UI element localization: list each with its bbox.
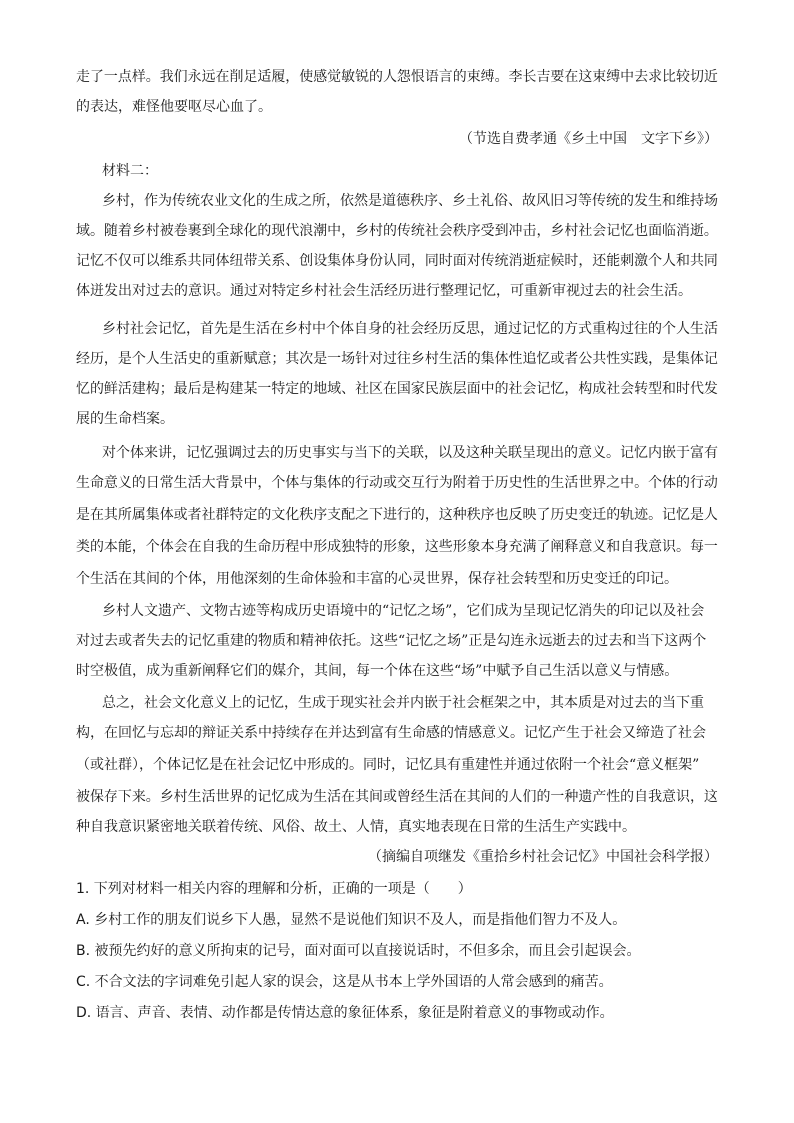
paragraph-line: 域。随着乡村被卷裹到全球化的现代浪潮中，乡村的传统社会秩序受到冲击，乡村社会记忆也面临消逝。 xyxy=(76,223,718,239)
paragraph-line: 对过去或者失去的记忆重建的物质和精神依托。这些“记忆之场”正是勾连永远逝去的过去和当下这两个 xyxy=(76,633,707,649)
passage-line: 的表达，难怪他要呕尽心血了。 xyxy=(76,99,272,115)
question-stem: 1. 下列对材料一相关内容的理解和分析，正确的一项是（ ） xyxy=(76,881,472,897)
paragraph-line: 被保存下来。乡村生活世界的记忆成为生活在其间或曾经生活在其间的人们的一种遗产性的自我意识，这 xyxy=(76,789,718,805)
paragraph-line: 记忆不仅可以维系共同体纽带关系、创设集体身份认同，同时面对传统消逝症候时，还能刺激个人和共同 xyxy=(76,253,718,269)
paragraph-line: 类的本能，个体会在自我的生命历程中形成独特的形象，这些形象本身充满了阐释意义和自我意识。每一 xyxy=(76,539,718,555)
paragraph-line: 种自我意识紧密地关联着传统、风俗、故土、人情，真实地表现在日常的生活生产实践中。 xyxy=(76,819,636,835)
option-b: B. 被预先约好的意义所拘束的记号，面对面可以直接说话时，不但多余，而且会引起误会。 xyxy=(76,943,641,959)
paragraph-line: （或社群），个体记忆是在社会记忆中形成的。同时，记忆具有重建性并通过依附一个社会“意义框架” xyxy=(76,757,700,773)
option-c: C. 不合文法的字词难免引起人家的误会，这是从书本上学外国语的人常会感到的痛苦。 xyxy=(76,974,613,990)
paragraph-line: 构，在回忆与忘却的辩证关系中持续存在并达到富有生命感的情感意义。记忆产生于社会又缔造了社会 xyxy=(76,725,706,741)
paragraph-line: 是在其所属集体或者社群特定的文化秩序支配之下进行的，这种秩序也反映了历史变迁的轨迹。记忆是人 xyxy=(76,507,718,523)
option-d: D. 语言、声音、表情、动作都是传情达意的象征体系，象征是附着意义的事物或动作。 xyxy=(76,1005,614,1021)
paragraph-line: 对个体来讲，记忆强调过去的历史事实与当下的关联，以及这种关联呈现出的意义。记忆内嵌于富有 xyxy=(102,445,718,461)
paragraph-line: 总之，社会文化意义上的记忆，生成于现实社会并内嵌于社会框架之中，其本质是对过去的当下重 xyxy=(102,695,704,711)
paragraph-line: 乡村人文遗产、文物古迹等构成历史语境中的“记忆之场”，它们成为呈现记忆消失的印记以及社会 xyxy=(102,603,705,619)
paragraph-line: 忆的鲜活建构；最后是构建某一特定的地域、社区在国家民族层面中的社会记忆，构成社会转型和时代发 xyxy=(76,381,718,397)
paragraph-line: 乡村，作为传统农业文化的生成之所，依然是道德秩序、乡土礼俗、故风旧习等传统的发生和维持场 xyxy=(102,193,718,209)
option-a: A. 乡村工作的朋友们说乡下人愚，显然不是说他们知识不及人，而是指他们智力不及人。 xyxy=(76,912,627,928)
paragraph-line: 个生活在其间的个体，用他深刻的生命体验和丰富的心灵世界，保存社会转型和历史变迁的印记。 xyxy=(76,571,678,587)
paragraph-line: 体迸发出对过去的意识。通过对特定乡村社会生活经历进行整理记忆，可重新审视过去的社会生活。 xyxy=(76,283,692,299)
paragraph-line: 生命意义的日常生活大背景中，个体与集体的行动或交互行为附着于历史性的生活世界之中。个体的行动 xyxy=(76,475,718,491)
paragraph-line: 经历，是个人生活史的重新赋意；其次是一场针对过往乡村生活的集体性追忆或者公共性实践，是集体记 xyxy=(76,351,718,367)
paragraph-line: 乡村社会记忆，首先是生活在乡村中个体自身的社会经历反思，通过记忆的方式重构过往的个人生活 xyxy=(102,321,718,337)
paragraph-line: 时空极值，成为重新阐释它们的媒介，其间，每一个体在这些“场”中赋予自己生活以意义与情感。 xyxy=(76,663,679,679)
passage-line: 走了一点样。我们永远在削足适履，使感觉敏锐的人怨恨语言的束缚。李长吉要在这束缚中去求比较切近 xyxy=(76,69,718,85)
paragraph-line: 展的生命档案。 xyxy=(76,411,174,427)
source-citation: （摘编自项继发《重拾乡村社会记忆》中国社会科学报） xyxy=(368,849,718,865)
material-heading: 材料二： xyxy=(102,163,158,179)
source-citation: （节选自费孝通《乡土中国 文字下乡》） xyxy=(459,131,718,147)
